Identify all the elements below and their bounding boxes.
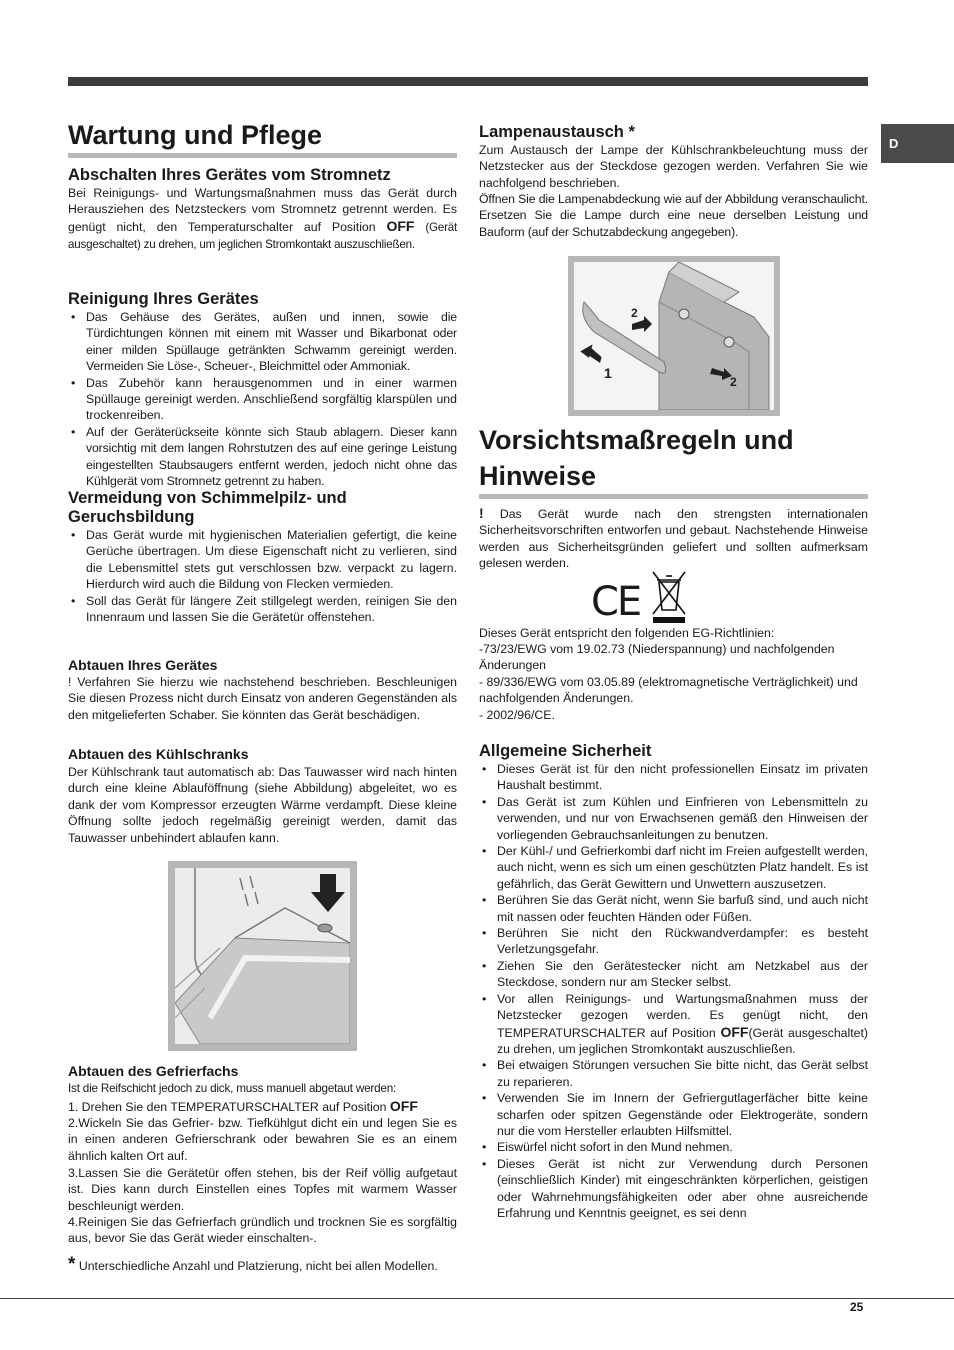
directive-line: - 2002/96/CE. <box>479 708 555 722</box>
text-lamp: Zum Austausch der Lampe der Kühlschrankbeleuchtung muss der Netzstecker aus der Steckdose gezogen werden. Verfahren Sie wie nachfolgend beschrieben. <box>479 143 868 190</box>
lamp-drawing <box>574 262 774 410</box>
heading-defrost-fridge: Abtauen des Kühlschranks <box>68 746 249 762</box>
list-safety <box>479 761 868 1221</box>
text-freezer-step1 <box>68 1098 457 1115</box>
list-item: • Dieses Gerät ist für den nicht professionellen Einsatz im privaten Haushalt bestimmt. <box>479 761 868 794</box>
list-mold <box>68 527 457 625</box>
list-item: • Eiswürfel nicht sofort in den Mund nehmen. <box>479 1139 868 1155</box>
bottom-rule <box>0 1298 954 1299</box>
directive-line: -73/23/EWG vom 19.02.73 (Niederspannung) und nachfolgenden Änderungen <box>479 642 835 673</box>
page-number: 25 <box>850 1300 864 1314</box>
intro-text: Das Gerät wurde nach den strengsten internationalen Sicherheitsvorschriften entworfen und gebaut. Nachstehende Hinweise werden aus Sicherheitsgründen geliefert und sollten aufmerksam gelesen werden. <box>479 507 869 571</box>
lamp-label-1: 1 <box>604 365 612 381</box>
footnote-text: Unterschiedliche Anzahl und Platzierung, nicht bei allen Modellen. <box>78 1259 438 1273</box>
text-lamp-2-body: Öffnen Sie die Lampenabdeckung wie auf der Abbildung veranschaulicht. Ersetzen Sie die Lampe durch eine neue derselben Leistung und Bauform (auf der Schutzabdeckung angegeben). <box>479 192 868 239</box>
footnote <box>68 1254 457 1275</box>
text-safety-intro <box>479 505 868 572</box>
list-item: • Berühren Sie das Gerät nicht, wenn Sie barfuß sind, und auch nicht mit nassen oder feuchten Händen oder Füßen. <box>479 892 868 925</box>
heading-mold: Vermeidung von Schimmelpilz- und Geruchsbildung <box>68 489 347 526</box>
text-freezer-step4: 4.Reinigen Sie das Gefrierfach gründlich und trocknen Sie es sorgfältig aus, bevor Sie das Gerät wieder einschalten-. <box>68 1215 457 1246</box>
weee-bin-icon <box>651 568 687 624</box>
lamp-cover-illustration <box>568 256 780 416</box>
text-defrost-fridge: Der Kühlschrank taut automatisch ab: Das Tauwasser wird nach hinten durch eine kleine Ablauföffnung (siehe Abbildung) abgeleitet, wo es dank der vom Kompressor erzeugten Wärme verdampft. Diese kleine Öffnung sollte jedoch regelmäßig gereinigt werden, damit das Tauwasser unbehindert ablaufen kann. <box>68 765 457 845</box>
off-label: OFF <box>720 1023 749 1040</box>
heading-lamp: Lampenaustausch * <box>479 123 635 141</box>
directive-line: Dieses Gerät entspricht den folgenden EG-Richtlinien: <box>479 626 775 640</box>
list-item <box>479 991 868 1058</box>
text-disconnect-b: (Gerät ausgeschaltet) zu drehen, um jeglichen Stromkontakt auszuschließen. <box>68 220 458 252</box>
directive-line: - 89/336/EWG vom 03.05.89 (elektromagnetische Verträglichkeit) und nachfolgenden Änderungen. <box>479 675 858 706</box>
text-lamp-2 <box>479 191 868 240</box>
heading-cleaning: Reinigung Ihres Gerätes <box>68 290 259 308</box>
list-cleaning <box>68 309 457 489</box>
item7-text-a: Vor allen Reinigungs- und Wartungsmaßnahmen muss der Netzstecker gezogen werden. Es genügt nicht, den TEMPERATURSCHALTER auf Position <box>497 991 868 1040</box>
list-item: • Das Zubehör kann herausgenommen und in einer warmen Spüllauge gereinigt werden. Anschließend sorgfältig klarspülen und trockenreiben. <box>68 375 457 424</box>
list-item: • Dieses Gerät ist nicht zur Verwendung durch Personen (einschließlich Kinder) mit eingeschränkten körperlichen, geistigen oder Wahrnehmungsfähigkeiten oder aber ohne ausreichende Erfahrung und Kenntnis geeignet, es sei denn <box>479 1156 868 1222</box>
fridge-drain-drawing <box>175 868 350 1044</box>
list-item: • Das Gerät wurde mit hygienischen Materialien gefertigt, die keine Gerüche übertragen. Um diese Eigenschaft nicht zu verlieren, sind die Lebensmittel stets gut verschlossen bzw. verpackt zu lagern. Hierdurch wird auch die Bildung von Flecken vermieden. <box>68 527 457 593</box>
fridge-drain-illustration <box>168 861 357 1051</box>
language-label: D <box>889 136 899 151</box>
list-item: • Verwenden Sie im Innern der Gefriergutlagerfächer bitte keine scharfen oder spitzen Gegenstände oder Elektrogeräte, sondern nur die vom Hersteller erlaubten Hilfsmittel. <box>479 1090 868 1139</box>
heading-defrost: Abtauen Ihres Gerätes <box>68 657 218 673</box>
text-disconnect-a: Bei Reinigungs- und Wartungsmaßnahmen muss das Gerät durch Herausziehen des Netzsteckers vom Stromnetz getrennt werden. Es genügt nicht, den Temperaturschalter auf Position <box>68 186 457 234</box>
list-item: • Auf der Geräterückseite könnte sich Staub ablagern. Dieser kann vorsichtig mit dem langen Rohrstutzen des auf eine geringe Leistung eingestellten Staubsaugers entfernt werden, jedoch nicht ohne das Kühlgerät vom Stromnetz getrennt zu haben. <box>68 424 457 490</box>
text-freezer-step2: 2.Wickeln Sie das Gefrier- bzw. Tiefkühlgut dicht ein und legen Sie es in einen anderen Gefrierschrank oder bewahren Sie es an einem ähnlich kalten Ort auf. <box>68 1116 457 1163</box>
list-item: • Soll das Gerät für längere Zeit stillgelegt werden, reinigen Sie den Innenraum und lassen Sie die Gerätetür offenstehen. <box>68 593 457 626</box>
heading-general-safety: Allgemeine Sicherheit <box>479 742 652 760</box>
ce-mark: CE <box>591 579 641 625</box>
lamp-label-2b: 2 <box>730 375 737 389</box>
page-title-safety: Vorsichtsmaßregeln und Hinweise <box>479 422 868 499</box>
text-disconnect <box>68 185 457 254</box>
text-freezer-step3: 3.Lassen Sie die Gerätetür offen stehen, bis der Reif völlig aufgetaut ist. Dies kann durch Einstellen eines Topfes mit warmem Wasser beschleunigt werden. <box>68 1166 457 1213</box>
list-item: • Der Kühl-/ und Gefrierkombi darf nicht im Freien aufgestellt werden, auch nicht, wenn es sich um einen geschützten Platz handelt. Es ist gefährlich, das Gerät Gewittern und Unwettern auszusetzen. <box>479 843 868 892</box>
list-item: • Bei etwaigen Störungen versuchen Sie bitte nicht, das Gerät selbst zu reparieren. <box>479 1057 868 1090</box>
heading-defrost-freezer: Abtauen des Gefrierfachs <box>68 1063 239 1079</box>
off-label: OFF <box>389 1098 418 1114</box>
list-item: • Ziehen Sie den Gerätestecker nicht am Netzkabel aus der Steckdose, sondern nur am Stecker selbst. <box>479 958 868 991</box>
footnote-star: * <box>68 1254 76 1275</box>
text-defrost: ! Verfahren Sie hierzu wie nachstehend beschrieben. Beschleunigen Sie diesen Prozess nicht durch Einsatz von anderen Gegenständen als den mitgelieferten Schaber. Sie könnten das Gerät beschädigen. <box>68 675 457 722</box>
warning-mark: ! <box>479 505 484 521</box>
heading-disconnect: Abschalten Ihres Gerätes vom Stromnetz <box>68 166 391 184</box>
page-title-maintenance: Wartung und Pflege <box>68 118 457 158</box>
top-rule <box>68 77 868 86</box>
lamp-label-2a: 2 <box>631 306 638 320</box>
step1-text: 1. Drehen Sie den TEMPERATURSCHALTER auf Position <box>68 1100 387 1114</box>
item7-text-b: (Gerät ausgeschaltet) zu drehen, um jeglichen Stromkontakt auszuschließen. <box>497 1025 869 1056</box>
compliance-logos <box>591 568 691 624</box>
off-label: OFF <box>386 217 415 234</box>
text-freezer-intro: Ist die Reifschicht jedoch zu dick, muss manuell abgetaut werden: <box>68 1082 397 1095</box>
list-item: • Das Gehäuse des Gerätes, außen und innen, sowie die Türdichtungen können mit einem mit Wasser und Bikarbonat oder einer milden Spüllauge getränkten Schwamm gereinigt werden. Vermeiden Sie Löse-, Scheuer-, Bleichmittel oder Ammoniak. <box>68 309 457 375</box>
list-item: • Das Gerät ist zum Kühlen und Einfrieren von Lebensmitteln zu verwenden, und nur von Erwachsenen gemäß den Hinweisen der vorliegenden Gebrauchsanleitungen zu benutzen. <box>479 794 868 843</box>
list-item: • Berühren Sie nicht den Rückwandverdampfer: es besteht Verletzungsgefahr. <box>479 925 868 958</box>
language-tab <box>881 124 954 163</box>
